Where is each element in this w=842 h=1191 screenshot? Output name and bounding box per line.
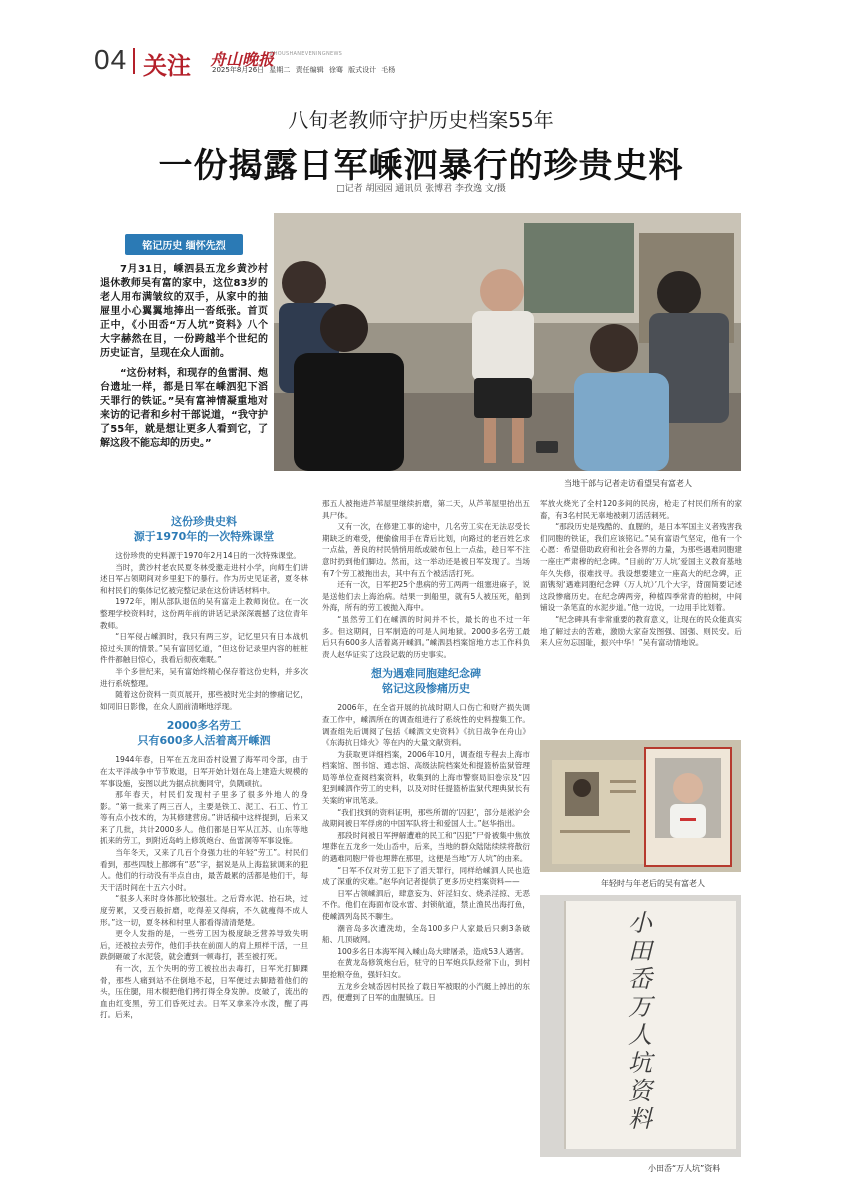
- page-number: 04: [94, 44, 128, 75]
- body-paragraph: 2006年，在全省开展的抗战时期人口伤亡和财产损失调查工作中，嵊泗所在的调查组进行了系统性的史料搜集工作。调查组先后调阅了包括《嵊泗文史资料》《抗日战争在舟山》《东海抗日烽火》等在内的大量文献资料。: [322, 703, 530, 748]
- body-paragraph: 那五人被拖进芦苇屋里继续折磨，第二天，从芦苇屋里抬出五具尸体。: [322, 499, 530, 520]
- portrait-photo-illustration: [540, 740, 741, 872]
- portrait-photo-caption: 年轻时与年老后的吴有富老人: [601, 879, 705, 888]
- section-name: 关注: [143, 51, 191, 80]
- body-paragraph: 1972年，刚从部队退伍的吴有富走上教师岗位。在一次整理学校资料时，这份两年前的讲话记录深深震撼了这位青年教师。: [100, 597, 308, 630]
- intro-box: [100, 228, 268, 468]
- column-2: [322, 498, 530, 1004]
- document-paper: [564, 901, 736, 1149]
- main-photo: [274, 213, 741, 471]
- body-paragraph: 这份珍贵的史料源于1970年2月14日的一次特殊课堂。: [115, 551, 301, 560]
- body-paragraph: “我们找到的资料证明，那些所谓的‘囚犯’，部分是淞沪会战期间被日军俘虏的中国军队将士和爱国人士。”赵华指出。: [322, 807, 530, 829]
- body-paragraph: 随着这份资料一页页展开，那些被时光尘封的惨痛记忆，如同旧日影像，在众人面前清晰地浮现。: [100, 690, 308, 711]
- body-paragraph: 又有一次，在修建工事的途中，几名劳工实在无法忍受长期缺乏的难受，便偷偷用手在背后比划，向路过的老百姓乞求一点盐，善良的村民悄悄用纸或破布包上一点盐，趁日军不注意时扔到他们脚边。然而，这一举动还是被日军发现了。当场有7个劳工被拖出去，其中有五个被活活打死。: [322, 522, 530, 578]
- article-headline: 一份揭露日军嵊泗暴行的珍贵史料: [158, 146, 684, 186]
- section-heading-1-line: 这份珍贵史料: [171, 515, 237, 528]
- body-paragraph: 当年冬天，又来了几百个身强力壮的年轻“劳工”。村民们看到，那些四肢上都绑有“恶”字，据说是从上海监狱调来的犯人。他们的行动没有半点自由，最苦最累的活都是他们干，每天干活时间在十五六小时。: [100, 848, 308, 892]
- body-paragraph: 潮音岛多次遭洗劫，全岛100多户人家最后只剩3条破船、几顶破网。: [322, 923, 530, 945]
- document-handwriting: 小田岙万人坑资料: [628, 909, 652, 1133]
- body-paragraph: 100多名日本海军闯入嵊山岛大肆屠杀，造成53人遇害。: [337, 946, 529, 956]
- intro-paragraph: “这份材料，和现存的鱼雷洞、炮台遗址一样，都是日军在嵊泗犯下滔天罪行的铁证。”吴有富神情凝重地对来访的记者和乡村干部说道，“我守护了55年，就是想让更多人看到它，了解这段不能忘却的历史。”: [100, 368, 268, 449]
- body-paragraph: 那年春天，村民们发现村子里多了很多外地人的身影。“第一批来了两三百人，主要是铁工、泥工、石工、竹工等有点小技术的，为其修建营房。”讲话稿中这样提到，后来又来了几批，共计2000多人。他们都是日军从江苏、山东等地抓来的劳工，到附近岛屿上修筑炮台、鱼雷洞等军事设施。: [100, 790, 308, 846]
- body-paragraph: 日军占领嵊泗后，肆意妄为、奸淫妇女、烧杀淫掠、无恶不作。他们在海面布设水雷、封锁航道，禁止渔民出海打鱼，使嵊泗列岛民不聊生。: [322, 888, 530, 921]
- section-heading-1-line: 源于1970年的一次特殊课堂: [133, 530, 275, 543]
- masthead-divider: [133, 48, 135, 74]
- intro-paragraph: 7月31日，嵊泗县五龙乡黄沙村退休教师吴有富的家中，这位83岁的老人用布满皱纹的双手，从家中的抽屉里小心翼翼地捧出一沓纸张。首页正中，《小田岙“万人坑”资料》八个大字赫然在目，一份跨越半个世纪的历史证言，呈现在众人面前。: [100, 264, 268, 359]
- body-paragraph: 五龙乡会城岙因村民捡了载日军被眼的小汽艇上掉出的东西，便遭到了日军的血腥镇压。日: [322, 981, 530, 1003]
- section-heading-3: [322, 666, 530, 696]
- article-kicker: 八旬老教师守护历史档案55年: [288, 108, 554, 132]
- article-byline: □记者 胡园园 通讯员 张博君 李孜逸 文/摄: [336, 184, 506, 194]
- portrait-photo: [540, 740, 741, 872]
- body-paragraph: 当时，黄沙村老农民夏冬林受邀走进村小学，向师生们讲述日军占领期间对乡里犯下的暴行。作为历史见证者，夏冬林和村民们的集体记忆被完整记录在这份讲话材料中。: [100, 562, 308, 595]
- main-photo-caption: 当地干部与记者走访看望吴有富老人: [564, 479, 692, 488]
- section-heading-1: [100, 514, 308, 544]
- body-paragraph: 在黄龙岛修筑炮台后，驻守的日军炮兵队经常下山，到村里抢粮夺鱼，强奸妇女。: [322, 958, 530, 979]
- body-paragraph: 还有一次，日军把25个患病的劳工两两一组塞进麻子，说是送他们去上海治病。结果一到船里，就有5人被压死，船到外海，所有的劳工被抛入海中。: [322, 580, 530, 613]
- body-paragraph: 半个多世纪来，吴有富始终精心保存着这份史料，并多次进行系统整理。: [100, 666, 308, 688]
- section-heading-3-line: 想为遇难同胞建纪念碑: [371, 667, 481, 681]
- brand-logo: 舟山晚报: [210, 50, 275, 69]
- document-photo-caption: 小田岙“万人坑”资料: [648, 1164, 721, 1173]
- body-paragraph: 更令人发指的是，一些劳工因为极度缺乏营养导致失明后，还被拉去劳作，他们手扶在前面人的肩上照样干活，一旦跌倒砸破了水泥袋，就会遭到一顿毒打，甚至被打死。: [100, 929, 308, 962]
- dateline: 2025年8月26日 星期二 责任编辑 徐骞 版式设计 毛杨: [212, 66, 396, 74]
- body-paragraph: 军放火烧光了全村120多间的民房，枪走了村民们所有的家畜，有3名村民无辜地被刺刀活活刺死。: [540, 499, 742, 520]
- body-paragraph: “纪念碑具有非常重要的教育意义，让现在的民众能真实地了解过去的苦难，激励大家奋发图强、国强、则民安。后来人应勿忘国耻，振兴中华！”吴有富动情地说。: [540, 614, 742, 648]
- section-heading-2-line: 只有600多人活着离开嵊泗: [137, 734, 271, 748]
- section-heading-2: [100, 718, 308, 748]
- brand-english: ZHOUSHANEVENINGNEWS: [270, 51, 343, 57]
- main-photo-illustration: [274, 213, 741, 471]
- section-heading-3-line: 铭记这段惨痛历史: [382, 682, 470, 696]
- body-paragraph: “很多人来时身体都比较强壮。之后背水泥、抬石块，过度劳累，又受百般折磨，吃得差又得病，不久就瘦得不成人形。”这一切，夏冬林和村里人都看得清清楚楚。: [100, 894, 308, 927]
- body-paragraph: 有一次，五个失明的劳工被拉出去毒打，日军光打脚踝骨，那些人痛到站不住倒地不起，日军便过去脚踏着他们的头，压住腿，用木棍把他们拷打得全身发肿。皮破了，流出的血由红变黑，劳工们昏死过去。日军又拿来冷水泼，醒了再打。后来，: [100, 964, 308, 1020]
- body-paragraph: 为获取更详细档案，2006年10月，调查组专程去上海市档案馆、图书馆、通志馆、高级法院档案处和提篮桥监狱管理局等单位查阅档案资料，收集到的上海市警察局旧卷宗及“囚犯到嵊泗作劳工的史料，以及对时任提篮桥监狱代理典狱长有关案的审讯笔录。: [322, 749, 530, 806]
- body-paragraph: “日军不仅对劳工犯下了滔天罪行，同样给嵊泗人民也造成了深重的灾难。”赵华向记者提供了更多历史档案资料——: [322, 865, 530, 887]
- column-1: [100, 508, 308, 1021]
- body-paragraph: 那段时间被日军押解遭难的民工和“囚犯”尸骨被集中焦放埋葬在五龙乡一处山岙中，后来，当地的群众陆陆续续将散衍的遇难同胞尸骨也埋葬在那里，这便是当地“万人坑”的由来。: [322, 830, 530, 864]
- body-paragraph: “那段历史是残酷的、血腥的，是日本军国主义者残害我们同胞的铁证，我们应该铭记。”吴有富语气坚定，他有一个心愿：希望借助政府和社会各界的力量，为那些遇难同胞建一座庄严肃穆的纪念碑。“目前的‘万人坑’爱国主义教育基地年久失修，很难找寻。我设想要建立一座高大的纪念碑，正面镌刻‘遇难同胞纪念碑（万人坑）’几个大字，背面简要记述这段惨痛历史。在纪念碑两旁，种植四季常青的柏树，中间铺设一条笔直的水泥步道。”他一边说，一边用手比划着。: [540, 522, 742, 613]
- body-paragraph: “日军侵占嵊泗时，我只有两三岁，记忆里只有日本战机掠过头顶的情景。”吴有富回忆道，“但这份记录里内容的桩桩件件都触目惊心，我看后彻夜难眠。”: [100, 632, 308, 665]
- document-photo: [540, 895, 741, 1157]
- section-heading-2-line: 2000多名劳工: [166, 719, 242, 733]
- column-3: [540, 498, 742, 649]
- body-paragraph: “虽然劳工们在嵊泗的时间并不长，最长的也不过一年多。但这期间，日军制造的可是人间地狱。2000多名劳工最后只有600多人活着离开嵊泗。”嵊泗县档案馆地方志工作科负责人赵华证实了这段记载的历史事实。: [322, 614, 530, 659]
- body-paragraph: 1944年春，日军在五龙田岙村设置了海军司令部，由于在太平洋战争中节节败退，日军开始计划在岛上建造大规模的军事设施，妄图以此为据点抗衡同守，负隅顽抗。: [100, 755, 308, 788]
- intro-tag: 铭记历史 缅怀先烈: [125, 234, 243, 255]
